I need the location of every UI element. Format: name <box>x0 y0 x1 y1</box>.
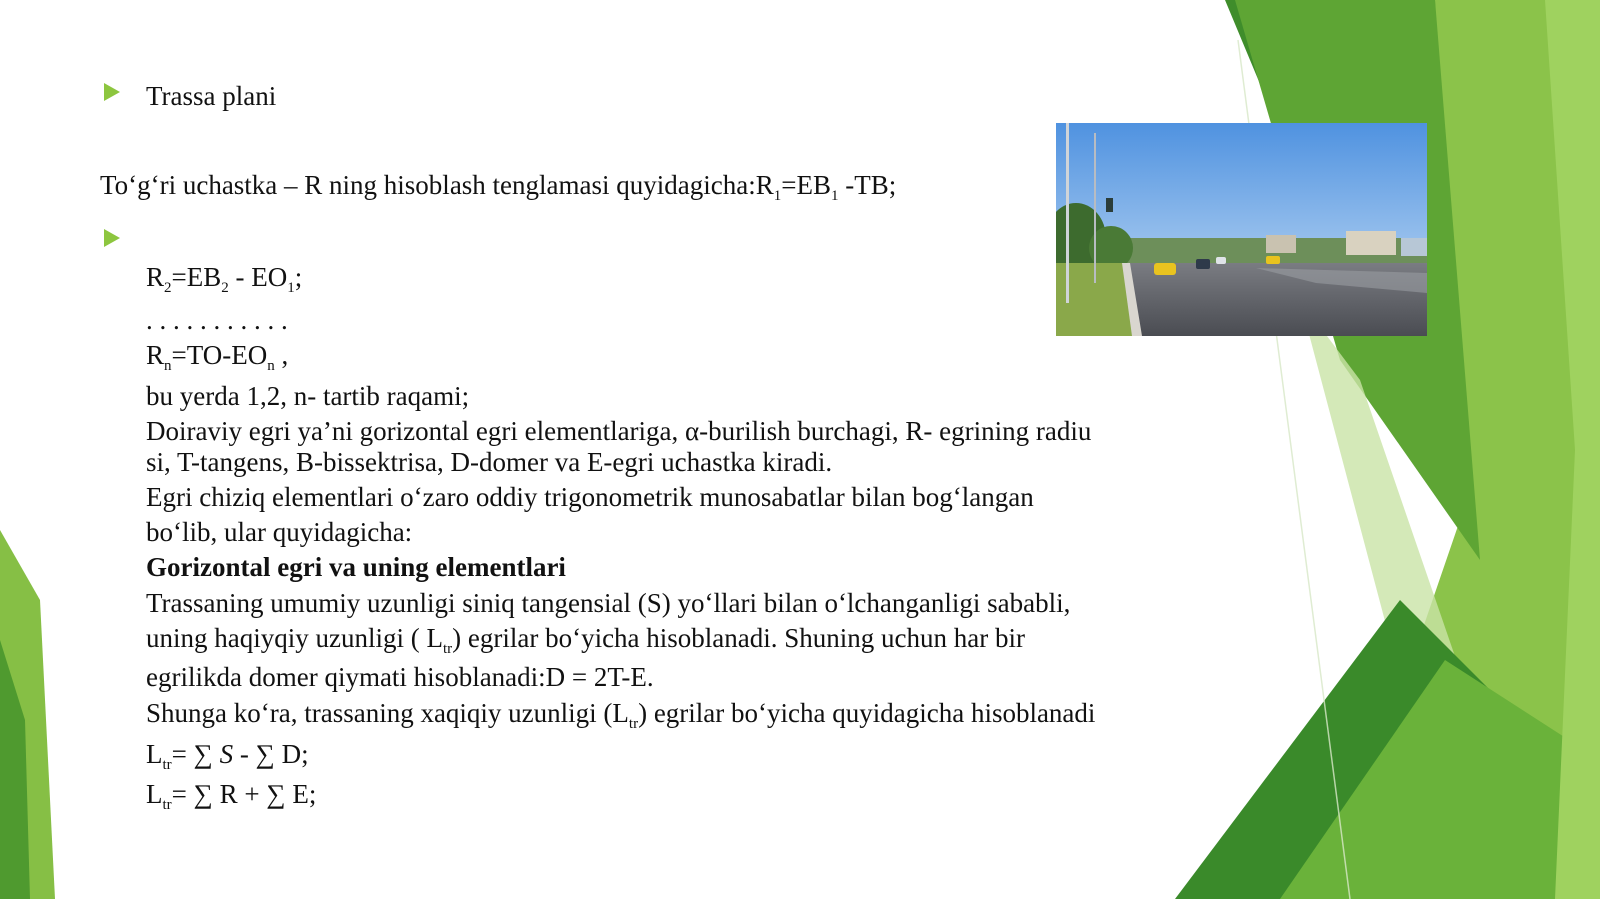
bullet-title: Trassa plani <box>146 81 277 111</box>
order-note: bu yerda 1,2, n- tartib raqami; <box>146 381 470 411</box>
formula-ltr-1: $L_{tr}=$ ∑ S - ∑ D; <box>146 739 309 773</box>
route-length-text-3: egrilikda domer qiymati hisoblanadi:D = 2T-E. <box>146 662 654 692</box>
circular-curve-text-1: Doiraviy egri ya’ni gorizontal egri elementlariga, α-burilish burchagi, R- egrining radiu <box>146 416 1092 446</box>
actual-length-text: Shunga ko‘ra, trassaning xaqiqiy uzunligi $(L_{tr})$ egrilar bo‘yicha quyidagicha hisoblanadi <box>146 698 1096 732</box>
curve-elements-text-2: bo‘lib, ular quyidagicha: <box>146 517 413 547</box>
formula-r2: $R_2=EB_2 - EO_1$; <box>146 262 303 296</box>
ellipsis-dots: . . . . . . . . . . . <box>146 305 288 335</box>
formula-ltr-2: $L_{tr}=$ ∑ R + ∑ E; <box>146 779 317 813</box>
route-length-text-1: Trassaning umumiy uzunligi siniq tangensial (S) yo‘llari bilan o‘lchanganligi sababli, <box>146 588 1071 618</box>
section-heading: Gorizontal egri va uning elementlari <box>146 552 566 582</box>
curve-elements-text-1: Egri chiziq elementlari o‘zaro oddiy trigonometrik munosabatlar bilan bog‘langan <box>146 482 1034 512</box>
formula-rn: $R_n=TO-EO_n$ , <box>146 340 289 374</box>
straight-section-formula-line: To‘g‘ri uchastka – R ning hisoblash tenglamasi $quyidagicha:R_1=EB_1$ -TB; <box>100 170 897 204</box>
green-triangle-bullet-icon <box>104 83 120 101</box>
circular-curve-text-2: si, T-tangens, B-bissektrisa, D-domer va E-egri uchastka kiradi. <box>146 447 833 477</box>
route-length-text-2: uning haqiyqiy uzunligi ( $L_{tr}$) egrilar bo‘yicha hisoblanadi. Shuning uchun har bir <box>146 623 1025 657</box>
green-triangle-bullet-icon <box>104 229 120 247</box>
